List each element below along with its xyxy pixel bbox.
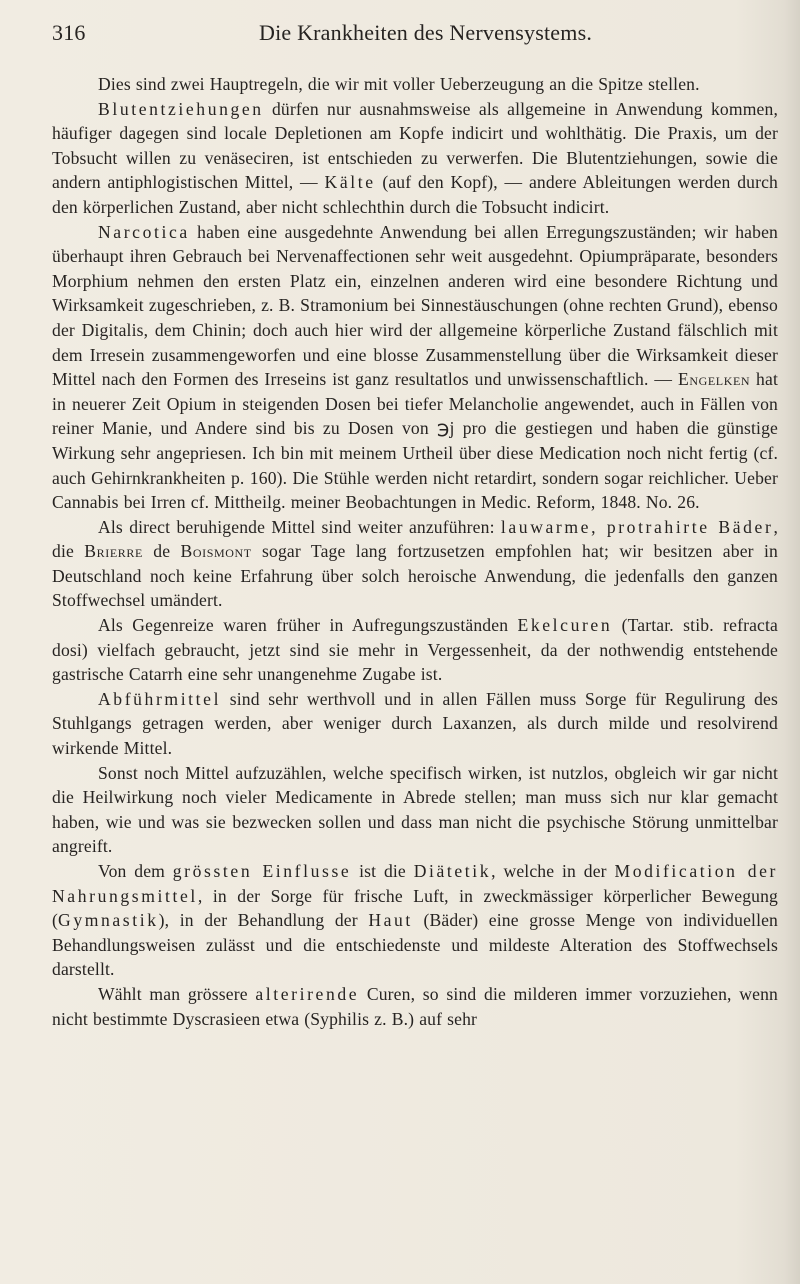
page-number: 316 — [52, 20, 86, 45]
text-run: sind sehr werthvoll und in allen Fällen muss Sorge für Regulirung des Stuhlgangs getragen werden, aber weniger durch Laxanzen, als durch milde und resolvirend wirkende Mittel. — [52, 688, 778, 759]
paragraph — [52, 72, 778, 97]
text-run: , welche in der — [491, 861, 615, 881]
text-run: (auf den Kopf), — andere Ableitungen werden durch den körperlichen Zustand, aber nicht schlechthin durch die Tobsucht indicirt. — [52, 172, 779, 217]
text-run: Als Gegenreize waren früher in Aufregungszuständen — [98, 615, 518, 636]
paragraph — [52, 859, 778, 982]
paragraph — [52, 97, 778, 220]
text-run: , in der Sorge für frische Luft, in zweckmässiger körperlicher Bewegung ( — [52, 885, 778, 931]
emphasis-spaced: alterirende — [255, 983, 360, 1004]
emphasis-spaced: Ekelcuren — [517, 615, 613, 636]
paragraph — [52, 613, 778, 687]
paragraph — [52, 982, 778, 1031]
paragraph — [52, 515, 778, 613]
emphasis-spaced: Kälte — [324, 172, 376, 193]
text-run: dürfen nur ausnahmsweise als allgemeine in Anwendung kommen, häufiger dagegen sind locale Depletionen am Kopfe indicirt und wohlthätig. Die Praxis, um der Tobsucht willen zu venäseciren, ist entschieden zu verwerfen. Die Blutentziehungen, sowie die andern antiphlogistischen Mittel, — — [52, 98, 778, 193]
emphasis-spaced: lauwarme, protrahirte Bäder — [500, 516, 774, 537]
text-run: ), in der Behandlung der — [158, 910, 369, 931]
running-title: Die Krankheiten des Nervensystems. — [259, 20, 593, 45]
text-run: Wählt man grössere — [98, 983, 256, 1004]
page-header — [52, 20, 778, 56]
author-name: Boismont — [180, 541, 252, 562]
paragraph — [52, 220, 778, 515]
body-text — [52, 72, 778, 1031]
author-name: Engelken — [677, 369, 751, 390]
text-run: sogar Tage lang fortzusetzen empfohlen hat; wir besitzen aber in Deutschland noch keine Erfahrung über solch heroische Anwendung, die jedenfalls den ganzen Stoffwechsel umändert. — [52, 541, 779, 611]
text-run: (Bäder) eine grosse Menge von individuellen Behandlungsweisen zulässt und die entschiedenste und mildeste Alteration des Stoffwechsels darstellt. — [52, 910, 779, 980]
text-run: Curen, so sind die milderen immer vorzuziehen, wenn nicht bestimmte Dyscrasieen etwa (Syphilis z. B.) auf sehr — [52, 983, 778, 1029]
emphasis-spaced: grössten Einflusse — [172, 861, 352, 881]
emphasis-spaced: Diätetik — [413, 861, 492, 881]
text-run: Dies sind zwei Hauptregeln, die wir mit voller Ueberzeugung an die Spitze stellen. — [98, 74, 700, 94]
text-run: Von dem — [98, 861, 173, 881]
emphasis-spaced: Narcotica — [98, 221, 190, 242]
text-run: , die — [52, 516, 778, 562]
paragraph — [52, 687, 778, 761]
text-run: (Tartar. stib. refracta dosi) vielfach gebraucht, jetzt sind sie mehr in Vergessenheit, da der nothwendig entstehende gastrische Catarrh eine sehr unangenehme Zugabe ist. — [52, 615, 778, 685]
text-run: hat in neuerer Zeit Opium in steigenden Dosen bei tiefer Melancholie angewendet, auch in Fällen von reiner Manie, und Andere sind bis zu Dosen von ℈j pro die gestiegen und haben die günstige Wirkung sehr angepriesen. Ich bin mit meinem Urtheil über diese Medication noch nicht fertig (cf. auch Gehirnkrankheiten p. 160). Die Stühle werden nicht retardirt, sondern sogar reichlicher. Ueber Cannabis bei Irren cf. Mittheilg. meiner Beobachtungen in Medic. Reform, 1848. No. 26. — [52, 369, 778, 513]
emphasis-spaced: Modification der Nahrungsmittel — [52, 861, 779, 906]
text-run: de — [142, 541, 181, 562]
emphasis-spaced: Haut — [368, 910, 413, 931]
emphasis-spaced: Blutentziehungen — [98, 98, 264, 119]
paragraph — [52, 761, 778, 859]
emphasis-spaced: Abführmittel — [98, 688, 222, 709]
author-name: Brierre — [84, 541, 143, 562]
text-run: Als direct beruhigende Mittel sind weiter anzuführen: — [98, 516, 501, 537]
text-run: Sonst noch Mittel aufzuzählen, welche specifisch wirken, ist nutzlos, obgleich wir gar nicht die Heilwirkung noch vieler Medicamente in Abrede stellen; man muss sich nur klar gemacht haben, wie und was sie bezwecken sollen und dass man nicht die psychische Störung unmittelbar angreift. — [52, 762, 778, 857]
emphasis-spaced: Gymnastik — [58, 910, 159, 931]
text-run: haben eine ausgedehnte Anwendung bei allen Erregungszuständen; wir haben überhaupt ihren Gebrauch bei Nervenaffectionen sehr weit ausgedehnt. Opiumpräparate, besonders Morphium nehmen den ersten Platz ein, einzelnen anderen wird eine besondere Richtung und Wirksamkeit zugeschrieben, z. B. Stramonium bei Sinnestäuschungen (ohne rechten Grund), ebenso der Digitalis, dem Chinin; doch auch hier wird der allgemeine körperliche Zustand fälschlich mit dem Irresein zusammengeworfen und eine blosse Zusammenstellung über die Wirksamkeit dieser Mittel nach den Formen des Irreseins ist ganz resultatlos und unwissenschaftlich. — — [52, 221, 778, 390]
text-run: ist die — [351, 861, 414, 881]
